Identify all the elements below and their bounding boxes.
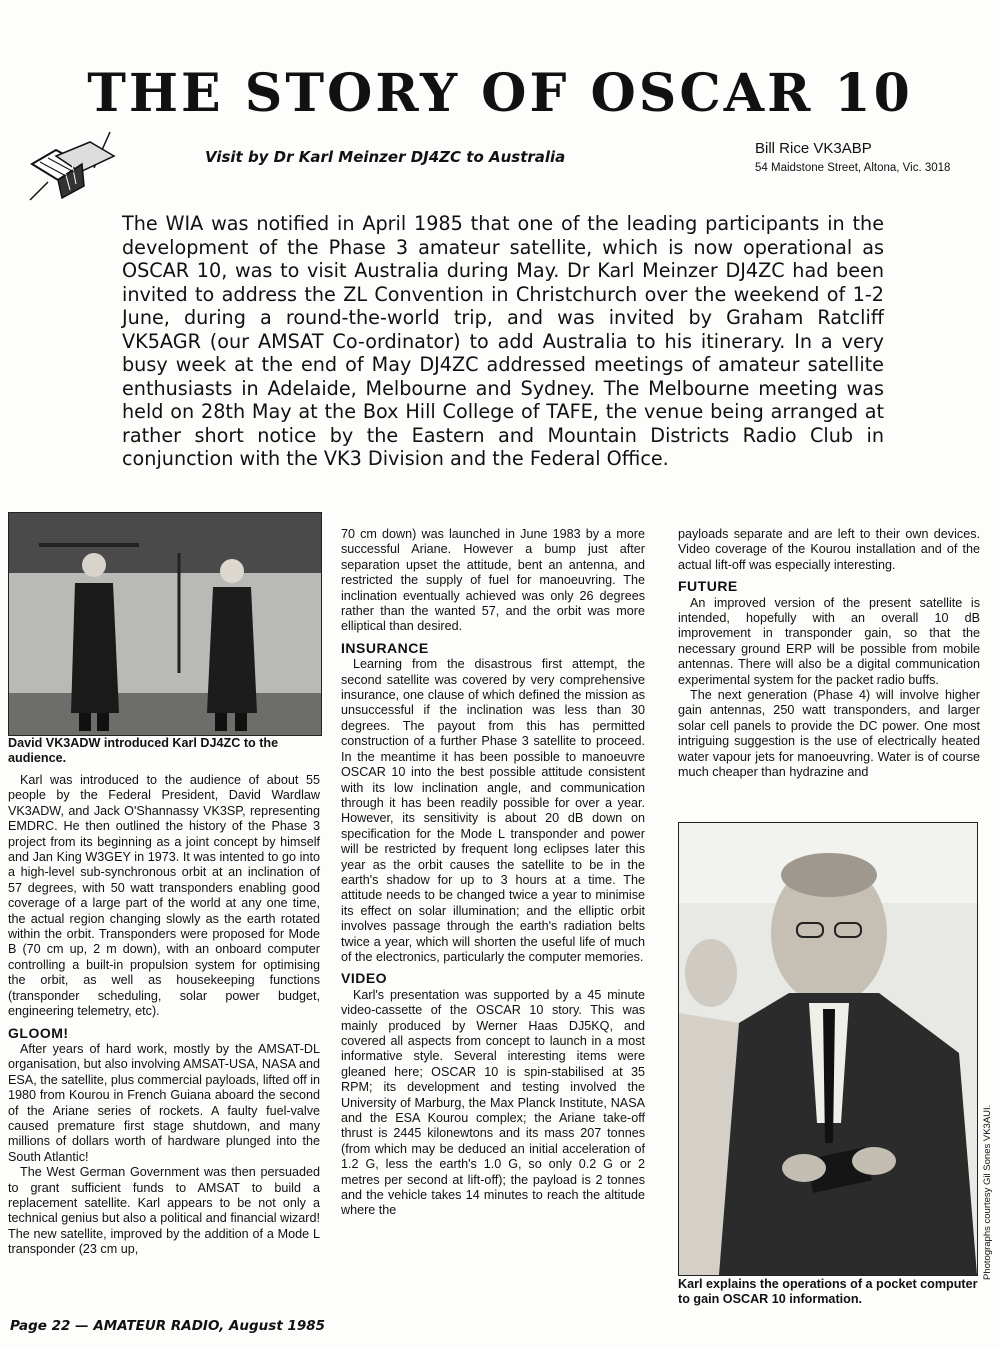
- column-3: [678, 527, 980, 781]
- photo-pocket-computer: [678, 822, 978, 1276]
- author-address: 54 Maidstone Street, Altona, Vic. 3018: [755, 162, 951, 174]
- col1-paragraph-1: Karl was introduced to the audience of about 55 people by the Federal President, David Wardlaw VK3ADW, and Jack O'Shannassy VK3SP, representing EMDRC. He then outlined the history of the Phase 3 project from its beginning as a joint concept by himself and Jan King W3GEY in 1973. It was intented to go into a high-level sub-synchronous orbit at an inclination of 57 degrees, with 50 watt transponders enabling good coverage of a large part of the world at any one time, the actual region changing slowly as the earth rotated within the orbit. Transponders were proposed for Mode B (70 cm up, 2 m down), with an onboard computer controlling a built-in propulsion system for optimising the orbit, as well as housekeeping functions (transponder scheduling, solar power budget, engineering telemetry, etc).: [8, 773, 320, 1019]
- photo-credit: [980, 1040, 996, 1280]
- col2-paragraph-3: Karl's presentation was supported by a 45 minute video-cassette of the OSCAR 10 story. This was mainly produced by Werner Haas DJ5KQ, and covered all aspects from concept to launch in a most informative style. Several interesting items were gleaned here; OSCAR 10 is spin-stabilised at 35 RPM; its development and testing involved the University of Marburg, the Max Planck Institute, NASA and the ESA Kourou complex; the Ariane take-off thrust is 2445 kilonewtons and its mass 207 tonnes (from which may be deduced an initial acceleration of 1.2 G, less the earth's 1.0 G, so only 0.2 G or 2 metres per second at lift-off); the payload is 2 tonnes and the vehicle takes 14 minutes to reach the altitude where the: [341, 987, 645, 1218]
- col3-paragraph-1: payloads separate and are left to their own devices. Video coverage of the Kourou installation and of the actual lift-off was especially interesting.: [678, 527, 980, 572]
- col3-paragraph-3: The next generation (Phase 4) will involve higher gain antennas, 250 watt transponders, and larger solar cell panels to provide the DC power. One most intriguing suggestion is the use of electrically heated water vapour jets for manoeuvring. Water is of course much cheaper than hydrazine and: [678, 688, 980, 780]
- satellite-icon: [24, 128, 124, 204]
- photo-speakers: [8, 512, 322, 736]
- section-heading-video: VIDEO: [341, 970, 388, 987]
- section-heading-gloom: GLOOM!: [8, 1024, 69, 1041]
- column-1: [8, 773, 320, 1258]
- article-title: THE STORY OF OSCAR 10: [87, 63, 913, 124]
- col1-paragraph-2: After years of hard work, mostly by the AMSAT-DL organisation, but also involving AMSAT-USA, NASA and ESA, the satellite, plus commercial payloads, lifted off in 1980 from Kourou in French Guiana aboard the second of the Ariane series of rockets. A faulty fuel-valve caused premature first stage shutdown, and many millions of dollars worth of hardware plunged into the South Atlantic!: [8, 1041, 320, 1164]
- col2-paragraph-2: Learning from the disastrous first attempt, the second satellite was covered by very comprehensive insurance, one clause of which defined the mission as unsuccessful if the inclination was less than 30 degrees. The payout from this has permitted construction of a further Phase 3 satellite to proceed. In the meantime it has been possible to manoeuvre OSCAR 10 into the best possible attitude consistent with its low inclination angle, and communication through it has been readily possible for over a year. However, its sensitivity is about 20 dB down on specification for the Mode L transponder and power will be restricted by frequent long eclipses later this year as the orbit causes the satellite to be in the earth's shadow for up to 3 hours at a time. The attitude needs to be changed twice a year to minimise its effect on solar illumination; and the elliptic orbit involves passage through the earth's radiation belts twice a year, which will shorten the useful life of much of the electronics, particularly the computer memories.: [341, 657, 645, 964]
- col1-paragraph-3: The West German Government was then persuaded to grant sufficient funds to AMSAT to build a replacement satellite. Karl appears to be not only a technical genius but also a political and financial wizard! The new satellite, improved by the addition of a Mode L transponder (23 cm up,: [8, 1165, 320, 1257]
- col2-paragraph-1: 70 cm down) was launched in June 1983 by a more successful Ariane. However a bump just after separation upset the attitude, bent an antenna, and restricted the supply of fuel for manoeuvring. The inclination eventually achieved was only 26 degrees rather than the wanted 57, and the orbit was more elliptical than desired.: [341, 527, 645, 634]
- intro-paragraph: The WIA was notified in April 1985 that one of the leading participants in the development of the Phase 3 amateur satellite, which is now operational as OSCAR 10, was to visit Australia during May. Dr Karl Meinzer DJ4ZC had been invited to address the ZL Convention in Christchurch over the weekend of 1-2 June, during a round-the-world trip, and was invited by Graham Ratcliff VK5AGR (our AMSAT Co-ordinator) to add Australia to his itinerary. In a very busy week at the end of May DJ4ZC addressed meetings of amateur satellite enthusiasts in Adelaide, Melbourne and Sydney. The Melbourne meeting was held on 28th May at the Box Hill College of TAFE, the venue being arranged at rather short notice by the Eastern and Mountain Districts Radio Club in conjunction with the VK3 Division and the Federal Office.: [122, 212, 884, 470]
- article-subtitle: Visit by Dr Karl Meinzer DJ4ZC to Australia: [205, 148, 566, 166]
- col3-paragraph-2: An improved version of the present satellite is intended, hopefully with an overall 10 dB improvement in transponder gain, so that the necessary ground ERP will be possible from mobile antennas. There will also be a digital communication experimental system for the packet radio buffs.: [678, 595, 980, 687]
- column-2: [341, 527, 645, 1219]
- page-footer: Page 22 — AMATEUR RADIO, August 1985: [10, 1318, 326, 1334]
- section-heading-insurance: INSURANCE: [341, 639, 429, 656]
- photo-credit-text: Photographs courtesy Gil Sones VK3AUI.: [982, 1104, 993, 1280]
- author-byline: Bill Rice VK3ABP: [755, 140, 872, 157]
- photo1-caption: David VK3ADW introduced Karl DJ4ZC to the audience.: [8, 736, 279, 766]
- section-heading-future: FUTURE: [678, 578, 738, 595]
- photo2-caption: Karl explains the operations of a pocket computer to gain OSCAR 10 information.: [678, 1277, 978, 1307]
